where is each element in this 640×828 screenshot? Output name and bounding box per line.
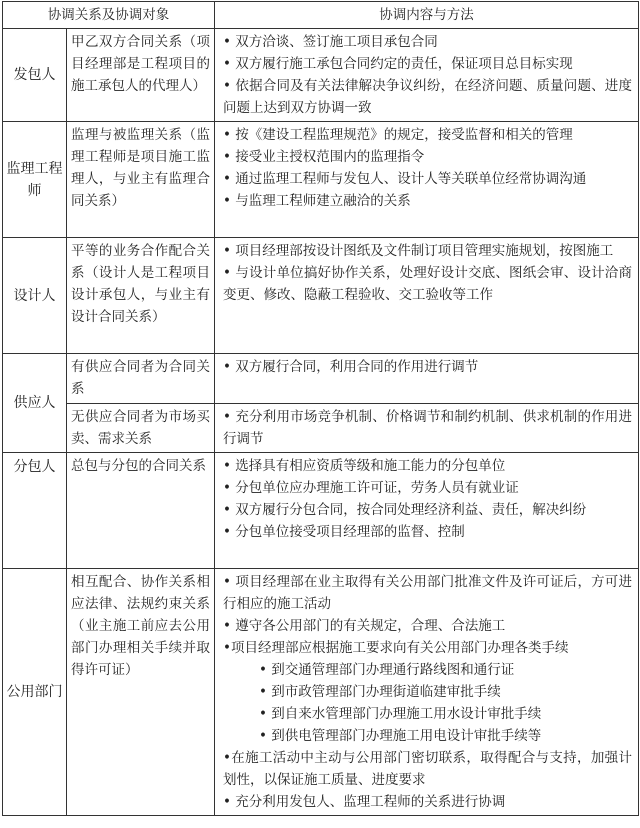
sub-list-item: • 到市政管理部门办理街道临建审批手续 (259, 684, 501, 700)
table-row (3, 29, 639, 122)
party-cell: 分包人 (3, 453, 67, 569)
sub-list-item: • 到供电管理部门办理施工用电设计审批手续等 (259, 728, 542, 744)
list-item: • 双方履行施工承包合同约定的责任，保证项目总目标实现 (223, 56, 573, 72)
table-row (3, 453, 639, 569)
header-row (3, 2, 639, 29)
table-row (3, 238, 639, 354)
table-row (3, 404, 639, 453)
party-cell: 供应人 (3, 354, 67, 453)
party-cell: 设计人 (3, 238, 67, 354)
table-row (3, 354, 639, 404)
list-item: • 依据合同及有关法律解决争议纠纷，在经济问题、质量问题、进度问题上达到双方协调一致 (223, 78, 632, 116)
content-cell (215, 29, 639, 122)
list-item: • 与设计单位搞好协作关系，处理好设计交底、图纸会审、设计洽商变更、修改、隐蔽工程验收、交工验收等工作 (223, 265, 632, 303)
content-cell (215, 354, 639, 404)
content-cell (215, 238, 639, 354)
table-row (3, 122, 639, 238)
coordination-table (2, 1, 639, 816)
relation-cell: 有供应合同者为合同关系 (67, 354, 215, 404)
relation-cell: 平等的业务合作配合关系（设计人是工程项目设计承包人，与业主有设计合同关系） (67, 238, 215, 354)
party-cell: 发包人 (3, 29, 67, 122)
content-cell (215, 404, 639, 453)
list-item: • 双方履行分包合同，按合同处理经济利益、责任，解决纠纷 (223, 502, 587, 518)
list-item: • 充分利用市场竞争机制、价格调节和制约机制、供求机制的作用进行调节 (223, 409, 632, 447)
list-item: • 通过监理工程师与发包人、设计人等关联单位经常协调沟通 (223, 171, 587, 187)
header-content: 协调内容与方法 (215, 2, 639, 29)
content-cell (215, 122, 639, 238)
list-item: •项目经理部应根据施工要求向有关公用部门办理各类手续 (223, 640, 569, 656)
relation-cell: 总包与分包的合同关系 (67, 453, 215, 569)
relation-cell: 无供应合同者为市场买卖、需求关系 (67, 404, 215, 453)
sub-list-item: • 到自来水管理部门办理施工用水设计审批手续 (259, 706, 542, 722)
list-item: • 与监理工程师建立融洽的关系 (223, 193, 411, 209)
list-item: • 双方洽谈、签订施工项目承包合同 (223, 34, 438, 50)
list-item: • 分包单位应办理施工许可证，劳务人员有就业证 (223, 480, 519, 496)
list-item: •在施工活动中主动与公用部门密切联系，取得配合与支持，加强计划性，以保证施工质量、进度要求 (223, 750, 632, 788)
list-item: • 选择具有相应资质等级和施工能力的分包单位 (223, 458, 506, 474)
list-item: • 接受业主授权范围内的监理指令 (223, 149, 425, 165)
list-item: • 充分利用发包人、监理工程师的关系进行协调 (223, 794, 506, 810)
relation-cell: 相互配合、协作关系相应法律、法规约束关系（业主施工前应去公用部门办理相关手续并取得许可证） (67, 569, 215, 816)
relation-cell: 甲乙双方合同关系（项目经理部是工程项目的施工承包人的代理人） (67, 29, 215, 122)
party-cell: 监理工程师 (3, 122, 67, 238)
table-row (3, 569, 639, 816)
list-item: • 项目经理部在业主取得有关公用部门批准文件及许可证后，方可进行相应的施工活动 (223, 574, 632, 612)
party-cell: 公用部门 (3, 569, 67, 816)
relation-cell: 监理与被监理关系（监理工程师是项目施工监理人，与业主有监理合同关系） (67, 122, 215, 238)
list-item: • 双方履行合同，利用合同的作用进行调节 (223, 359, 479, 375)
list-item: • 项目经理部按设计图纸及文件制订项目管理实施规划，按图施工 (223, 243, 614, 259)
list-item: • 遵守各公用部门的有关规定，合理、合法施工 (223, 618, 506, 634)
content-cell (215, 453, 639, 569)
sub-list-item: • 到交通管理部门办理通行路线图和通行证 (259, 662, 515, 678)
list-item: • 分包单位接受项目经理部的监督、控制 (223, 524, 465, 540)
list-item: • 按《建设工程监理规范》的规定，接受监督和相关的管理 (223, 127, 573, 143)
header-relationship: 协调关系及协调对象 (3, 2, 215, 29)
content-cell (215, 569, 639, 816)
